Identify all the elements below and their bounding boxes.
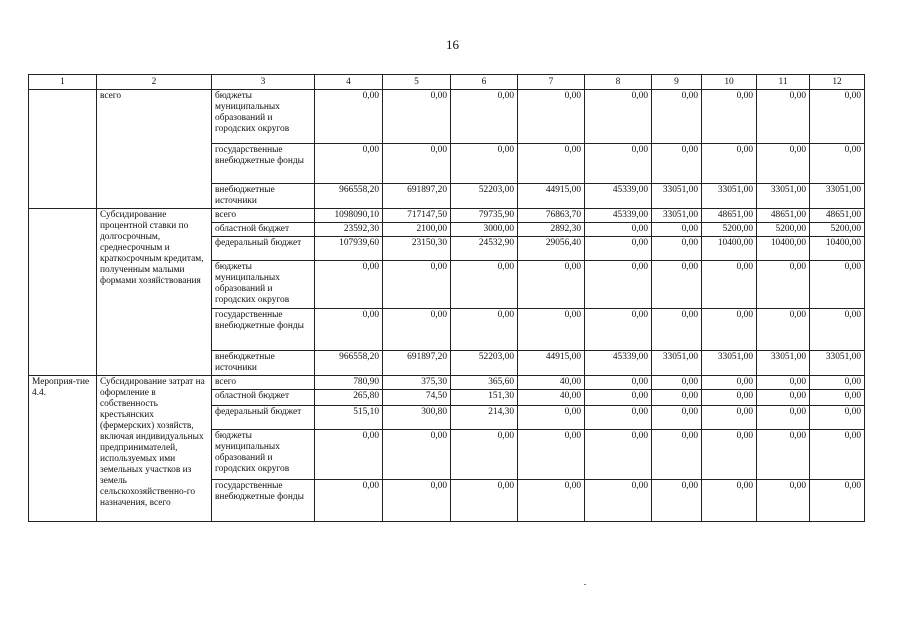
value-cell: 3000,00: [451, 223, 518, 237]
value-cell: 52203,00: [451, 184, 518, 209]
value-cell: 10400,00: [810, 237, 865, 261]
value-cell: 40,00: [518, 376, 585, 390]
value-cell: 44915,00: [518, 184, 585, 209]
value-cell: 0,00: [652, 406, 702, 430]
value-cell: 0,00: [810, 261, 865, 309]
value-cell: 23150,30: [383, 237, 451, 261]
header-cell: 4: [315, 75, 383, 90]
activity-name-cell: всего: [97, 90, 212, 209]
measure-cell: [29, 209, 97, 376]
value-cell: 780,90: [315, 376, 383, 390]
value-cell: 33051,00: [757, 184, 810, 209]
header-row: [29, 75, 865, 90]
value-cell: 0,00: [518, 480, 585, 522]
value-cell: 691897,20: [383, 351, 451, 376]
value-cell: 0,00: [315, 309, 383, 351]
value-cell: 0,00: [383, 480, 451, 522]
funding-source-cell: всего: [212, 376, 315, 390]
value-cell: 0,00: [383, 144, 451, 184]
value-cell: 33051,00: [652, 184, 702, 209]
header-cell: 12: [810, 75, 865, 90]
funding-source-cell: бюджеты муниципальных образований и городских округов: [212, 90, 315, 144]
value-cell: 0,00: [757, 430, 810, 480]
value-cell: 0,00: [451, 480, 518, 522]
funding-source-cell: всего: [212, 209, 315, 223]
value-cell: 40,00: [518, 390, 585, 406]
scan-mark: [584, 584, 586, 585]
value-cell: 0,00: [702, 480, 757, 522]
funding-source-cell: государственные внебюджетные фонды: [212, 309, 315, 351]
value-cell: 0,00: [652, 237, 702, 261]
table-row: [29, 209, 865, 223]
value-cell: 48651,00: [810, 209, 865, 223]
value-cell: 0,00: [652, 144, 702, 184]
value-cell: 0,00: [585, 144, 652, 184]
value-cell: 0,00: [315, 261, 383, 309]
value-cell: 33051,00: [652, 351, 702, 376]
activity-name-cell: Субсидирование процентной ставки по долгосрочным, среднесрочным и краткосрочным кредитам, полученным малыми формами хозяйствования: [97, 209, 212, 376]
value-cell: 0,00: [383, 309, 451, 351]
value-cell: 33051,00: [702, 184, 757, 209]
value-cell: 515,10: [315, 406, 383, 430]
value-cell: 0,00: [702, 144, 757, 184]
measure-cell: Мероприя-тие 4.4.: [29, 376, 97, 522]
value-cell: 0,00: [451, 144, 518, 184]
value-cell: 0,00: [383, 90, 451, 144]
value-cell: 0,00: [810, 390, 865, 406]
value-cell: 2100,00: [383, 223, 451, 237]
value-cell: 0,00: [702, 90, 757, 144]
budget-table: [28, 74, 865, 522]
header-cell: 11: [757, 75, 810, 90]
value-cell: 265,80: [315, 390, 383, 406]
value-cell: 0,00: [702, 406, 757, 430]
value-cell: 0,00: [383, 430, 451, 480]
value-cell: 2892,30: [518, 223, 585, 237]
table-row: [29, 376, 865, 390]
value-cell: 76863,70: [518, 209, 585, 223]
funding-source-cell: областной бюджет: [212, 223, 315, 237]
value-cell: 10400,00: [702, 237, 757, 261]
value-cell: 0,00: [757, 144, 810, 184]
table-row: [29, 90, 865, 144]
value-cell: 0,00: [518, 90, 585, 144]
value-cell: 0,00: [652, 390, 702, 406]
value-cell: 0,00: [585, 261, 652, 309]
value-cell: 5200,00: [757, 223, 810, 237]
header-cell: 9: [652, 75, 702, 90]
value-cell: 0,00: [810, 90, 865, 144]
value-cell: 44915,00: [518, 351, 585, 376]
value-cell: 74,50: [383, 390, 451, 406]
value-cell: 24532,90: [451, 237, 518, 261]
value-cell: 0,00: [451, 261, 518, 309]
value-cell: 0,00: [652, 376, 702, 390]
value-cell: 0,00: [810, 430, 865, 480]
activity-name-cell: Субсидирование затрат на оформление в собственность крестьянских (фермерских) хозяйств, включая индивидуальных предпринимателей, используемых ими земельных участков из земель сельскохозяйственно-го назначения, всего: [97, 376, 212, 522]
value-cell: 0,00: [315, 430, 383, 480]
value-cell: 966558,20: [315, 184, 383, 209]
value-cell: 0,00: [315, 480, 383, 522]
value-cell: 0,00: [383, 261, 451, 309]
value-cell: 0,00: [585, 390, 652, 406]
funding-source-cell: внебюджетные источники: [212, 351, 315, 376]
value-cell: 29056,40: [518, 237, 585, 261]
value-cell: 0,00: [518, 430, 585, 480]
value-cell: 0,00: [757, 261, 810, 309]
value-cell: 0,00: [518, 144, 585, 184]
value-cell: 691897,20: [383, 184, 451, 209]
value-cell: 107939,60: [315, 237, 383, 261]
header-cell: 6: [451, 75, 518, 90]
value-cell: 45339,00: [585, 351, 652, 376]
value-cell: 0,00: [518, 406, 585, 430]
funding-source-cell: бюджеты муниципальных образований и городских округов: [212, 261, 315, 309]
value-cell: 0,00: [451, 90, 518, 144]
value-cell: 0,00: [810, 309, 865, 351]
funding-source-cell: федеральный бюджет: [212, 406, 315, 430]
value-cell: 0,00: [652, 261, 702, 309]
value-cell: 48651,00: [757, 209, 810, 223]
value-cell: 0,00: [585, 406, 652, 430]
value-cell: 0,00: [315, 144, 383, 184]
funding-source-cell: государственные внебюджетные фонды: [212, 480, 315, 522]
value-cell: 1098090,10: [315, 209, 383, 223]
value-cell: 0,00: [652, 309, 702, 351]
value-cell: 0,00: [585, 223, 652, 237]
header-cell: 10: [702, 75, 757, 90]
value-cell: 300,80: [383, 406, 451, 430]
value-cell: 0,00: [585, 376, 652, 390]
value-cell: 0,00: [315, 90, 383, 144]
value-cell: 0,00: [451, 309, 518, 351]
value-cell: 0,00: [652, 430, 702, 480]
value-cell: 0,00: [652, 90, 702, 144]
value-cell: 0,00: [702, 430, 757, 480]
value-cell: 365,60: [451, 376, 518, 390]
header-cell: 5: [383, 75, 451, 90]
value-cell: 0,00: [702, 261, 757, 309]
value-cell: 33051,00: [757, 351, 810, 376]
value-cell: 79735,90: [451, 209, 518, 223]
value-cell: 214,30: [451, 406, 518, 430]
value-cell: 45339,00: [585, 209, 652, 223]
funding-source-cell: внебюджетные источники: [212, 184, 315, 209]
value-cell: 0,00: [757, 376, 810, 390]
header-cell: 8: [585, 75, 652, 90]
value-cell: 33051,00: [702, 351, 757, 376]
value-cell: 0,00: [757, 480, 810, 522]
value-cell: 45339,00: [585, 184, 652, 209]
value-cell: 0,00: [702, 309, 757, 351]
value-cell: 0,00: [585, 309, 652, 351]
value-cell: 48651,00: [702, 209, 757, 223]
value-cell: 0,00: [702, 390, 757, 406]
value-cell: 52203,00: [451, 351, 518, 376]
value-cell: 0,00: [585, 430, 652, 480]
value-cell: 966558,20: [315, 351, 383, 376]
measure-cell: [29, 90, 97, 209]
value-cell: 0,00: [585, 237, 652, 261]
page-number: 16: [446, 37, 459, 52]
value-cell: 0,00: [810, 144, 865, 184]
value-cell: 5200,00: [810, 223, 865, 237]
value-cell: 0,00: [652, 223, 702, 237]
value-cell: 5200,00: [702, 223, 757, 237]
value-cell: 0,00: [810, 480, 865, 522]
header-cell: 3: [212, 75, 315, 90]
header-cell: 1: [29, 75, 97, 90]
value-cell: 33051,00: [652, 209, 702, 223]
value-cell: 0,00: [518, 309, 585, 351]
value-cell: 717147,50: [383, 209, 451, 223]
value-cell: 0,00: [757, 309, 810, 351]
value-cell: 0,00: [518, 261, 585, 309]
value-cell: 33051,00: [810, 351, 865, 376]
header-cell: 7: [518, 75, 585, 90]
funding-source-cell: бюджеты муниципальных образований и городских округов: [212, 430, 315, 480]
funding-source-cell: областной бюджет: [212, 390, 315, 406]
funding-source-cell: федеральный бюджет: [212, 237, 315, 261]
value-cell: 0,00: [757, 390, 810, 406]
value-cell: 33051,00: [810, 184, 865, 209]
header-cell: 2: [97, 75, 212, 90]
value-cell: 0,00: [810, 376, 865, 390]
value-cell: 0,00: [810, 406, 865, 430]
value-cell: 0,00: [585, 480, 652, 522]
value-cell: 0,00: [451, 430, 518, 480]
value-cell: 0,00: [757, 90, 810, 144]
funding-source-cell: государственные внебюджетные фонды: [212, 144, 315, 184]
value-cell: 0,00: [652, 480, 702, 522]
value-cell: 151,30: [451, 390, 518, 406]
value-cell: 0,00: [585, 90, 652, 144]
value-cell: 10400,00: [757, 237, 810, 261]
value-cell: 23592,30: [315, 223, 383, 237]
value-cell: 0,00: [702, 376, 757, 390]
value-cell: 0,00: [757, 406, 810, 430]
value-cell: 375,30: [383, 376, 451, 390]
